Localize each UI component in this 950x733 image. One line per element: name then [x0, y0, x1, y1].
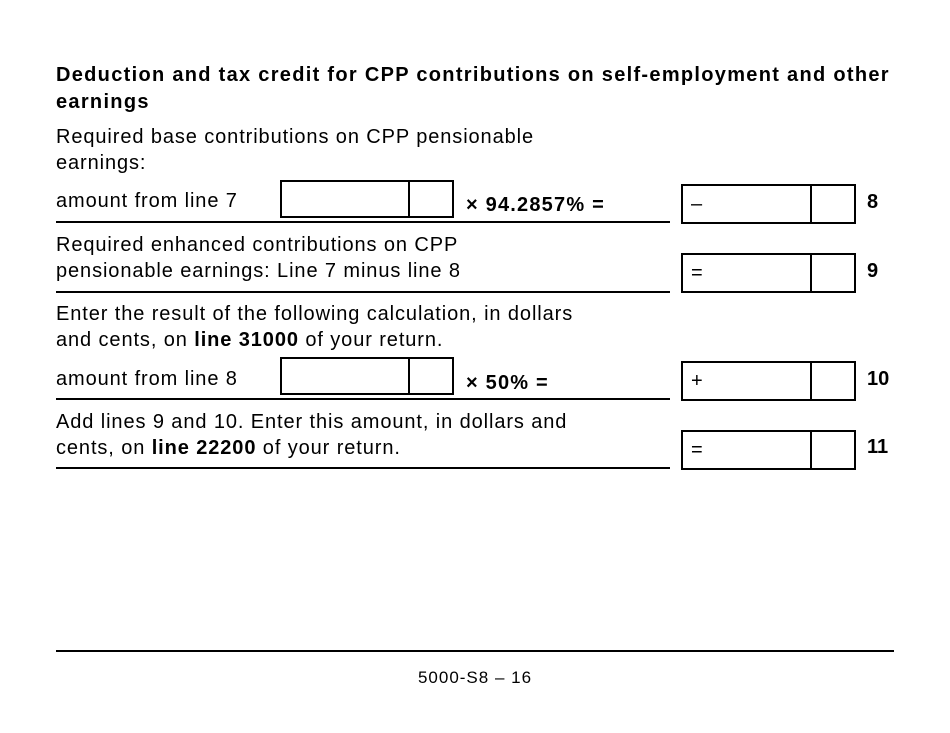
base-heading-line1: Required base contributions on CPP pensionable [56, 126, 534, 148]
line22200-text-line1: Add lines 9 and 10. Enter this amount, in dollars and [56, 411, 568, 433]
line11-cents[interactable] [810, 432, 854, 468]
line9-number: 9 [867, 260, 879, 282]
footer-rule [56, 650, 894, 652]
line9-cents[interactable] [810, 255, 854, 291]
line8-output-box[interactable] [681, 184, 856, 224]
line10-operator: + [691, 370, 703, 392]
line8-number: 8 [867, 191, 879, 213]
line22200-post: of your return. [256, 437, 401, 459]
line10-output-box[interactable] [681, 361, 856, 401]
enhanced-text-line2: pensionable earnings: Line 7 minus line 8 [56, 260, 461, 282]
row-divider [56, 291, 670, 293]
line22200-ref: line 22200 [151, 437, 257, 459]
line22200-text-line2 [56, 435, 567, 461]
line22200-instruction [56, 409, 567, 461]
line10-number: 10 [867, 368, 890, 390]
row-divider [56, 467, 670, 469]
line10-cents[interactable] [810, 363, 854, 399]
line31000-ref: line 31000 [194, 329, 299, 351]
line11-operator: = [691, 439, 703, 461]
line11-output-box[interactable] [681, 430, 856, 470]
line22200-pre: cents, on [56, 437, 152, 459]
line8-amount-input[interactable] [280, 357, 454, 395]
line7-amount-label: amount from line 7 [56, 190, 238, 212]
enhanced-contributions-text [56, 232, 461, 284]
page-identifier: 5000-S8 – 16 [417, 668, 533, 687]
base-contributions-heading [56, 124, 534, 176]
line9-operator: = [691, 262, 703, 284]
enhanced-text-line1: Required enhanced contributions on CPP [56, 234, 459, 256]
line10-multiplier: × 50% = [466, 372, 549, 394]
line8-operator: – [691, 193, 703, 215]
line11-number: 11 [867, 436, 889, 458]
line31000-post: of your return. [298, 329, 444, 351]
line31000-text-line1: Enter the result of the following calculation, in dollars [56, 303, 574, 325]
line8-cents[interactable] [810, 186, 854, 222]
line31000-pre: and cents, on [56, 329, 195, 351]
line31000-instruction [56, 301, 573, 353]
row-divider [56, 221, 670, 223]
line31000-text-line2 [56, 327, 573, 353]
section-title: Deduction and tax credit for CPP contributions on self-employment and other earnings [56, 64, 890, 113]
line7-amount-cents[interactable] [408, 182, 452, 216]
line9-output-box[interactable] [681, 253, 856, 293]
line8-amount-cents[interactable] [408, 359, 452, 393]
line7-amount-input[interactable] [280, 180, 454, 218]
line8-multiplier: × 94.2857% = [466, 194, 605, 216]
row-divider [56, 398, 670, 400]
base-heading-line2: earnings: [56, 152, 147, 174]
line8-amount-label: amount from line 8 [56, 368, 238, 390]
